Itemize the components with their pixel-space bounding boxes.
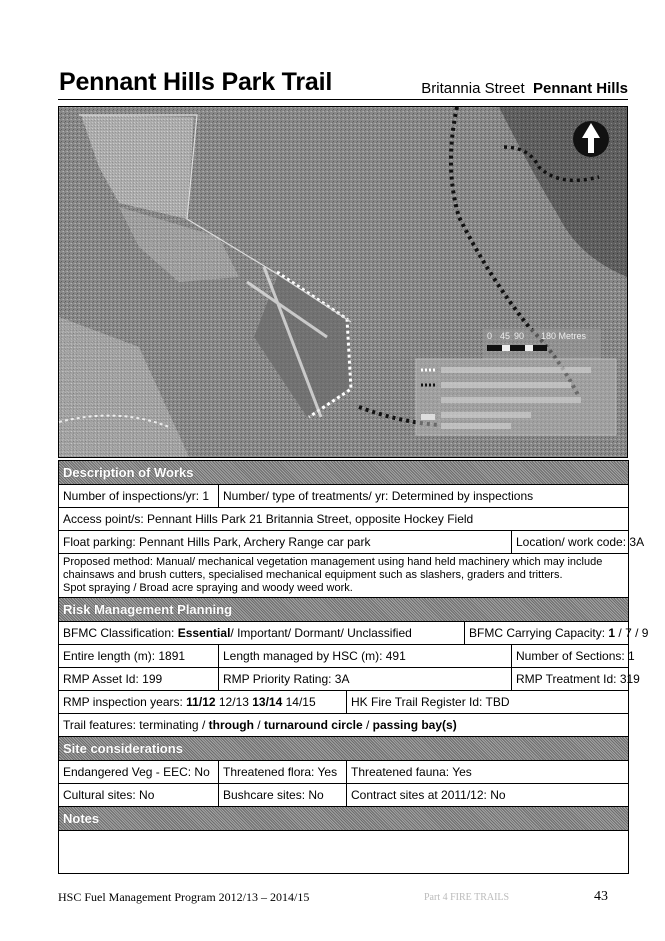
aerial-map [58, 106, 628, 458]
contract-sites: Contract sites at 2011/12: No [347, 784, 629, 807]
spot-spraying-text: Spot spraying / Broad acre spraying and woody weed work. [63, 582, 353, 594]
rmp-treatment-id: RMP Treatment Id: 319 [512, 668, 629, 691]
footer-part: Part 4 FIRE TRAILS [424, 892, 510, 903]
threatened-fauna: Threatened fauna: Yes [347, 761, 629, 784]
scale-label-45: 45 [500, 331, 511, 341]
scale-label-180: 180 Metres [541, 331, 587, 341]
street-name: Britannia Street [421, 80, 525, 97]
section-header-description: Description of Works [59, 461, 629, 485]
classification-selected: Essential [177, 626, 231, 640]
section-header-site: Site considerations [59, 737, 629, 761]
cultural-sites: Cultural sites: No [59, 784, 219, 807]
number-of-sections: Number of Sections: 1 [512, 645, 629, 668]
fire-trail-register-id: HK Fire Trail Register Id: TBD [347, 691, 629, 714]
rmp-asset-id: RMP Asset Id: 199 [59, 668, 219, 691]
treatments-per-year: Number/ type of treatments/ yr: Determined by inspections [219, 485, 629, 508]
proposed-method-text: Proposed method: Manual/ mechanical vegetation management using hand held machinery which may include chainsaws and brush cutters, specialised mechanical equipment such as slashers, graders and tritters. [63, 556, 603, 581]
page-title: Pennant Hills Park Trail [59, 68, 333, 96]
threatened-flora: Threatened flora: Yes [219, 761, 347, 784]
works-table [58, 460, 649, 874]
proposed-method [59, 554, 629, 598]
inspections-per-year: Number of inspections/yr: 1 [59, 485, 219, 508]
scale-bar [483, 329, 601, 359]
endangered-veg-eec: Endangered Veg - EEC: No [59, 761, 219, 784]
footer-program: HSC Fuel Management Program 2012/13 – 2014/15 [58, 890, 310, 904]
page-number: 43 [594, 889, 608, 904]
title-divider [58, 99, 628, 100]
section-header-risk: Risk Management Planning [59, 598, 629, 622]
capacity-selected: 1 [608, 626, 616, 640]
bfmc-classification: BFMC Classification: Essential/ Important/ Dormant/ Unclassified [59, 622, 465, 645]
entire-length: Entire length (m): 1891 [59, 645, 219, 668]
rmp-priority-rating: RMP Priority Rating: 3A [219, 668, 512, 691]
length-managed: Length managed by HSC (m): 491 [219, 645, 512, 668]
float-parking: Float parking: Pennant Hills Park, Archery Range car park [59, 531, 512, 554]
scale-label-0: 0 [487, 331, 493, 341]
suburb-name: Pennant Hills [532, 80, 628, 97]
access-points: Access point/s: Pennant Hills Park 21 Britannia Street, opposite Hockey Field [59, 508, 629, 531]
map-legend [416, 359, 616, 435]
bushcare-sites: Bushcare sites: No [219, 784, 347, 807]
trail-features: Trail features: terminating / through / turnaround circle / passing bay(s) [59, 714, 629, 737]
scale-label-90: 90 [514, 331, 525, 341]
rmp-inspection-years: RMP inspection years: 11/12 12/13 13/14 14/15 [59, 691, 347, 714]
north-arrow-icon [573, 121, 609, 157]
trail-location [421, 80, 628, 97]
bfmc-carrying-capacity: BFMC Carrying Capacity: 1 / 7 / 9 [465, 622, 629, 645]
section-header-notes: Notes [59, 807, 629, 831]
notes-field [59, 831, 629, 874]
location-work-code: Location/ work code: 3A [512, 531, 629, 554]
